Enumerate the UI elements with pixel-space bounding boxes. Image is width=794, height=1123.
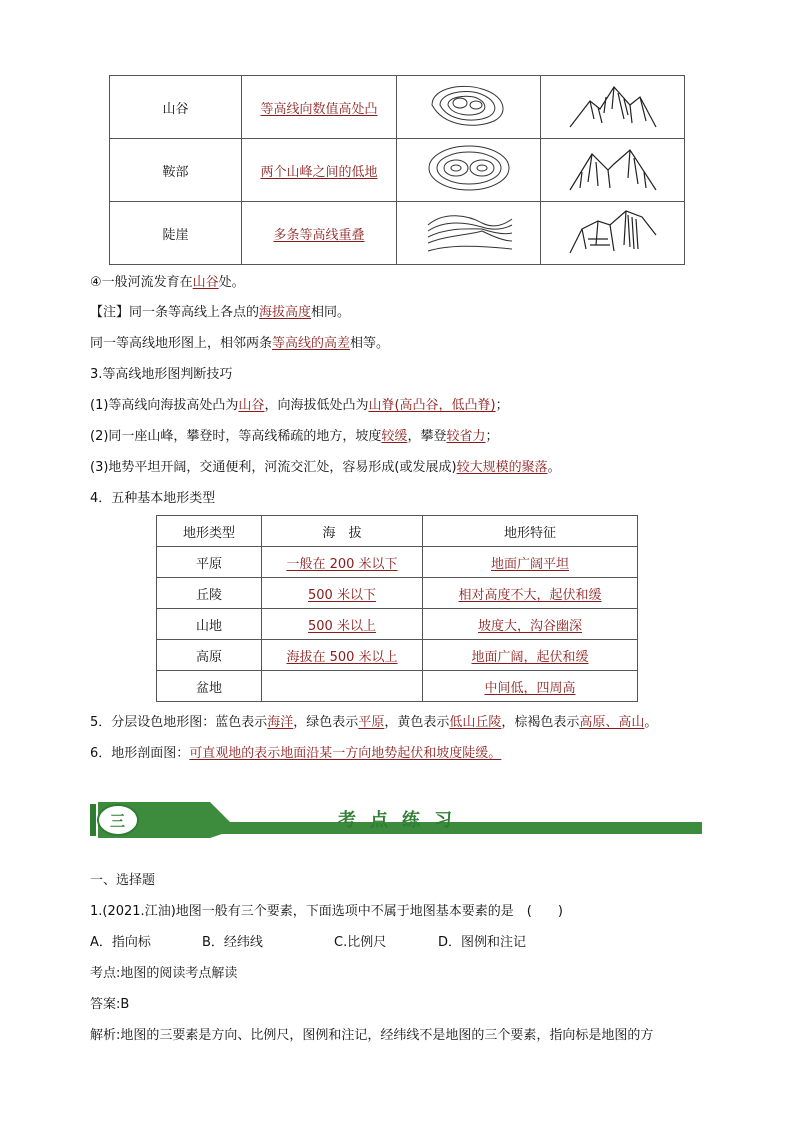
section-banner	[90, 800, 702, 840]
banner-title: 考点练习	[338, 810, 466, 831]
mountain-sketch-saddle	[541, 139, 685, 202]
landform-name: 山谷	[110, 76, 242, 139]
terrain-altitude: 一般在 200 米以下	[286, 556, 398, 572]
landform-feature: 两个山峰之间的低地	[260, 164, 378, 180]
landform-table	[109, 75, 685, 265]
answer: 答案:B	[90, 997, 130, 1012]
contour-sketch-valley	[397, 76, 541, 139]
contour-sketch-cliff	[397, 202, 541, 265]
terrain-type: 丘陵	[157, 578, 262, 609]
terrain-feature: 相对高度不大，起伏和缓	[458, 587, 602, 603]
analysis: 解析:地图的三要素是方向、比例尺，图例和注记，经纬线不是地图的三个要素，指向标是地图的方	[90, 1028, 654, 1043]
column-header: 地形类型	[157, 516, 262, 547]
section-3-item-1: (1)等高线向海拔高处凸为山谷，向海拔低处凸为山脊(高凸谷，低凸脊)；	[90, 398, 509, 413]
terrain-altitude: 500 米以下	[308, 587, 376, 603]
banner-number-icon: 三	[110, 812, 126, 830]
terrain-altitude: 500 米以上	[308, 618, 376, 634]
column-header: 海 拔	[262, 516, 423, 547]
note-contour-interval: 同一等高线地形图上，相邻两条等高线的高差相等。	[90, 336, 390, 351]
terrain-feature: 地面广阔，起伏和缓	[471, 649, 589, 665]
table-row	[157, 547, 638, 578]
table-row	[110, 202, 685, 265]
section-3-item-2: (2)同一座山峰，攀登时，等高线稀疏的地方，坡度较缓，攀登较省力；	[90, 429, 499, 444]
kaodian: 考点:地图的阅读考点解读	[90, 966, 238, 981]
question-1-options	[90, 934, 526, 952]
option-a: A．指向标	[90, 935, 151, 950]
landform-name: 鞍部	[110, 139, 242, 202]
table-row	[157, 609, 638, 640]
exercise-heading: 一、选择题	[90, 873, 156, 888]
table-header-row	[157, 516, 638, 547]
table-row	[157, 640, 638, 671]
section-5-color-layers: 5．分层设色地形图：蓝色表示海洋，绿色表示平原，黄色表示低山丘陵，棕褐色表示高原、高山。	[90, 715, 658, 730]
mountain-sketch-valley	[541, 76, 685, 139]
option-b: B．经纬线	[202, 935, 263, 950]
column-header: 地形特征	[423, 516, 638, 547]
table-row	[110, 76, 685, 139]
landform-feature: 等高线向数值高处凸	[260, 101, 378, 117]
section-3-item-3: (3)地势平坦开阔，交通便利，河流交汇处，容易形成(或发展成)较大规模的聚落。	[90, 460, 561, 475]
table-row	[157, 578, 638, 609]
section-4-title: 4．五种基本地形类型	[90, 491, 216, 506]
question-1: 1.(2021.江油)地图一般有三个要素，下面选项中不属于地图基本要素的是 ( )	[90, 904, 563, 919]
mountain-sketch-cliff	[541, 202, 685, 265]
section-6-profile: 6．地形剖面图：可直观地的表示地面沿某一方向地势起伏和坡度陡缓。	[90, 746, 502, 761]
terrain-feature: 地面广阔平坦	[490, 556, 569, 572]
option-c: C.比例尺	[334, 935, 387, 950]
table-row	[110, 139, 685, 202]
table-row	[157, 671, 638, 702]
landform-name: 陡崖	[110, 202, 242, 265]
terrain-type: 山地	[157, 609, 262, 640]
note-same-elevation: 【注】同一条等高线上各点的海拔高度相同。	[90, 305, 351, 320]
terrain-feature: 中间低，四周高	[484, 680, 576, 696]
terrain-type: 平原	[157, 547, 262, 578]
terrain-feature: 坡度大，沟谷幽深	[477, 618, 582, 634]
terrain-type: 盆地	[157, 671, 262, 702]
contour-sketch-saddle	[397, 139, 541, 202]
terrain-type: 高原	[157, 640, 262, 671]
landform-feature: 多条等高线重叠	[273, 227, 365, 243]
terrain-altitude: 海拔在 500 米以上	[286, 649, 398, 665]
section-3-title: 3.等高线地形图判断技巧	[90, 367, 233, 382]
terrain-types-table	[156, 515, 638, 702]
river-note: ④一般河流发育在山谷处。	[90, 275, 245, 290]
option-d: D．图例和注记	[438, 935, 527, 950]
